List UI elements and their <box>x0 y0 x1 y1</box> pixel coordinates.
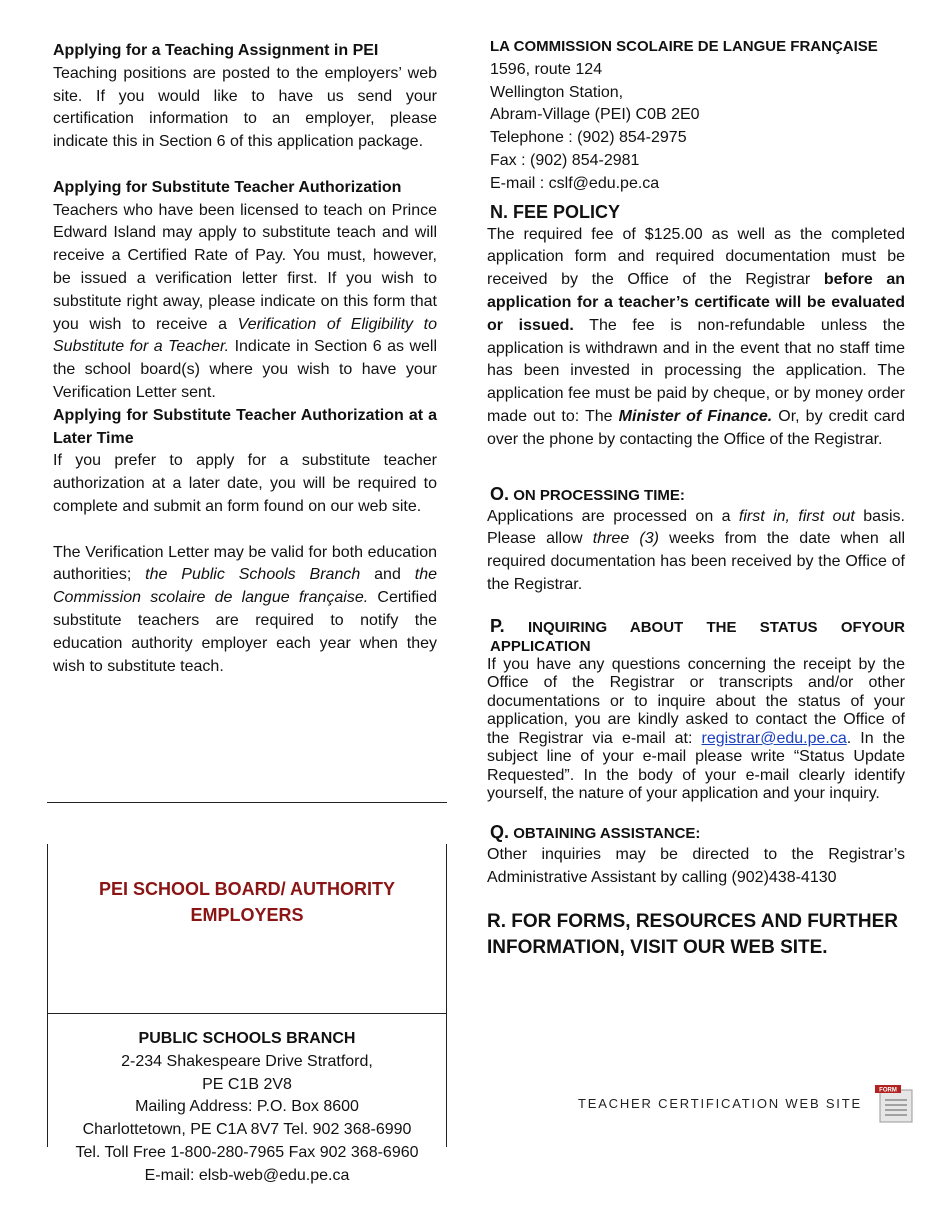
registrar-email-link[interactable]: registrar@edu.pe.ca <box>701 729 847 747</box>
forms-resources-section <box>487 909 905 961</box>
inquiring-status-body: If you have any questions concerning the receipt by the Office of the Registrar or transcripts and/or other documentations or to inquire about the status of your application, you are kindly asked to contact the Office of the Registrar via e-mail at: registrar@edu.pe.ca. In the subject line of your e-mail please write “Status Update Requested”. In the body of your e-mail clearly identify yourself, the nature of your application and your inquiry. <box>487 655 905 803</box>
section-divider <box>47 802 447 803</box>
cslf-phone: Telephone : (902) 854-2975 <box>490 129 687 147</box>
psb-address-line: 2-234 Shakespeare Drive Stratford, <box>121 1052 373 1070</box>
teacher-certification-website-link[interactable]: TEACHER CERTIFICATION WEB SITE <box>578 1096 862 1111</box>
processing-time-body: Applications are processed on a first in, first out basis. Please allow three (3) weeks from the date when all required documentation has been received by the Office of the Registrar. <box>487 507 906 593</box>
assistance-section <box>487 822 905 890</box>
substitute-authorization-section <box>53 177 437 405</box>
teaching-assignment-heading: Applying for a Teaching Assignment in PEI <box>53 42 379 59</box>
substitute-later-heading: Applying for Substitute Teacher Authorization at a Later Time <box>53 406 437 447</box>
cslf-address-line: Abram-Village (PEI) C0B 2E0 <box>490 106 700 124</box>
processing-time-section <box>487 484 905 597</box>
cslf-fax: Fax : (902) 854-2981 <box>490 151 640 169</box>
psb-address-line: PE C1B 2V8 <box>202 1075 292 1093</box>
substitute-authorization-body: Teachers who have been licensed to teach on Prince Edward Island may apply to substitute teach and will receive a Certified Rate of Pay. You must, however, be issued a verification letter first. If you wish to substitute right away, please indicate on this form that you wish to receive a Verification of Eligibility to Substitute for a Teacher. Indicate in Section 6 as well the school board(s) where you wish to have your Verification Letter sent. <box>53 201 438 401</box>
right-column <box>487 36 905 961</box>
cslf-name: LA COMMISSION SCOLAIRE DE LANGUE FRANÇAISE <box>490 38 878 55</box>
assistance-heading: Q. OBTAINING ASSISTANCE: <box>490 821 701 842</box>
employers-box-title: PEI SCHOOL BOARD/ AUTHORITY EMPLOYERS <box>98 879 395 925</box>
substitute-authorization-heading: Applying for Substitute Teacher Authorization <box>53 178 402 196</box>
psb-email: E-mail: elsb-web@edu.pe.ca <box>144 1166 350 1184</box>
verification-letter-section <box>53 542 437 679</box>
teaching-assignment-section <box>53 40 437 154</box>
processing-time-heading: O. ON PROCESSING TIME: <box>490 483 685 504</box>
verification-eligibility-title: Verification of Eligibility to Substitute for a Teacher. <box>53 315 437 356</box>
public-schools-branch-contact <box>47 1028 447 1188</box>
psb-name: PUBLIC SCHOOLS BRANCH <box>138 1030 356 1047</box>
teaching-assignment-body: Teaching positions are posted to the employers’ web site. If you would like to have us send your certification information to an employer, please indicate this in Section 6 of this application package. <box>53 64 437 151</box>
cslf-address-line: 1596, route 124 <box>490 60 603 78</box>
assistance-body: Other inquiries may be directed to the Registrar’s Administrative Assistant by calling (902)438-4130 <box>487 845 905 886</box>
inquiring-status-heading: P. INQUIRING ABOUT THE STATUS OFYOUR APPLICATION <box>490 615 905 655</box>
form-document-icon[interactable] <box>874 1084 914 1124</box>
form-icon-label: FORM <box>879 1087 897 1094</box>
cslf-email: E-mail : cslf@edu.pe.ca <box>490 174 660 192</box>
psb-toll-free-fax: Tel. Toll Free 1-800-280-7965 Fax 902 368-6960 <box>75 1143 419 1161</box>
fee-policy-heading: N. FEE POLICY <box>490 201 621 222</box>
verification-letter-body: The Verification Letter may be valid for both education authorities; the Public Schools Branch and the Commission scolaire de langue française. Certified substitute teachers are required to notify the education authority employer each year when they wish to substitute teach. <box>53 543 437 675</box>
psb-phone: Charlottetown, PE C1A 8V7 Tel. 902 368-6990 <box>82 1121 412 1139</box>
employers-box <box>47 844 447 1014</box>
fee-policy-section <box>487 200 905 452</box>
inquiring-status-section <box>487 617 905 804</box>
substitute-later-section <box>53 405 437 519</box>
substitute-later-body: If you prefer to apply for a substitute teacher authorization at a later date, you will be required to complete and submit an form found on our web site. <box>53 452 437 515</box>
psb-mailing-address: Mailing Address: P.O. Box 8600 <box>135 1098 359 1116</box>
fee-policy-body: The required fee of $125.00 as well as the completed application form and required documentation must be received by the Office of the Registrar before an application for a teacher’s certificate will be evaluated or issued. The fee is non-refundable unless the application is withdrawn and in the event that no staff time has been invested in processing the application. The application fee must be paid by cheque, or by money order made out to: The Minister of Finance. Or, by credit card over the phone by contacting the Office of the Registrar. <box>487 225 905 448</box>
cslf-address-line: Wellington Station, <box>490 83 624 101</box>
forms-resources-heading: R. FOR FORMS, RESOURCES AND FURTHER INFORMATION, VISIT OUR WEB SITE. <box>487 911 898 959</box>
cslf-contact <box>490 36 905 196</box>
form-icon-sheet <box>879 1087 912 1122</box>
left-column <box>53 40 437 678</box>
